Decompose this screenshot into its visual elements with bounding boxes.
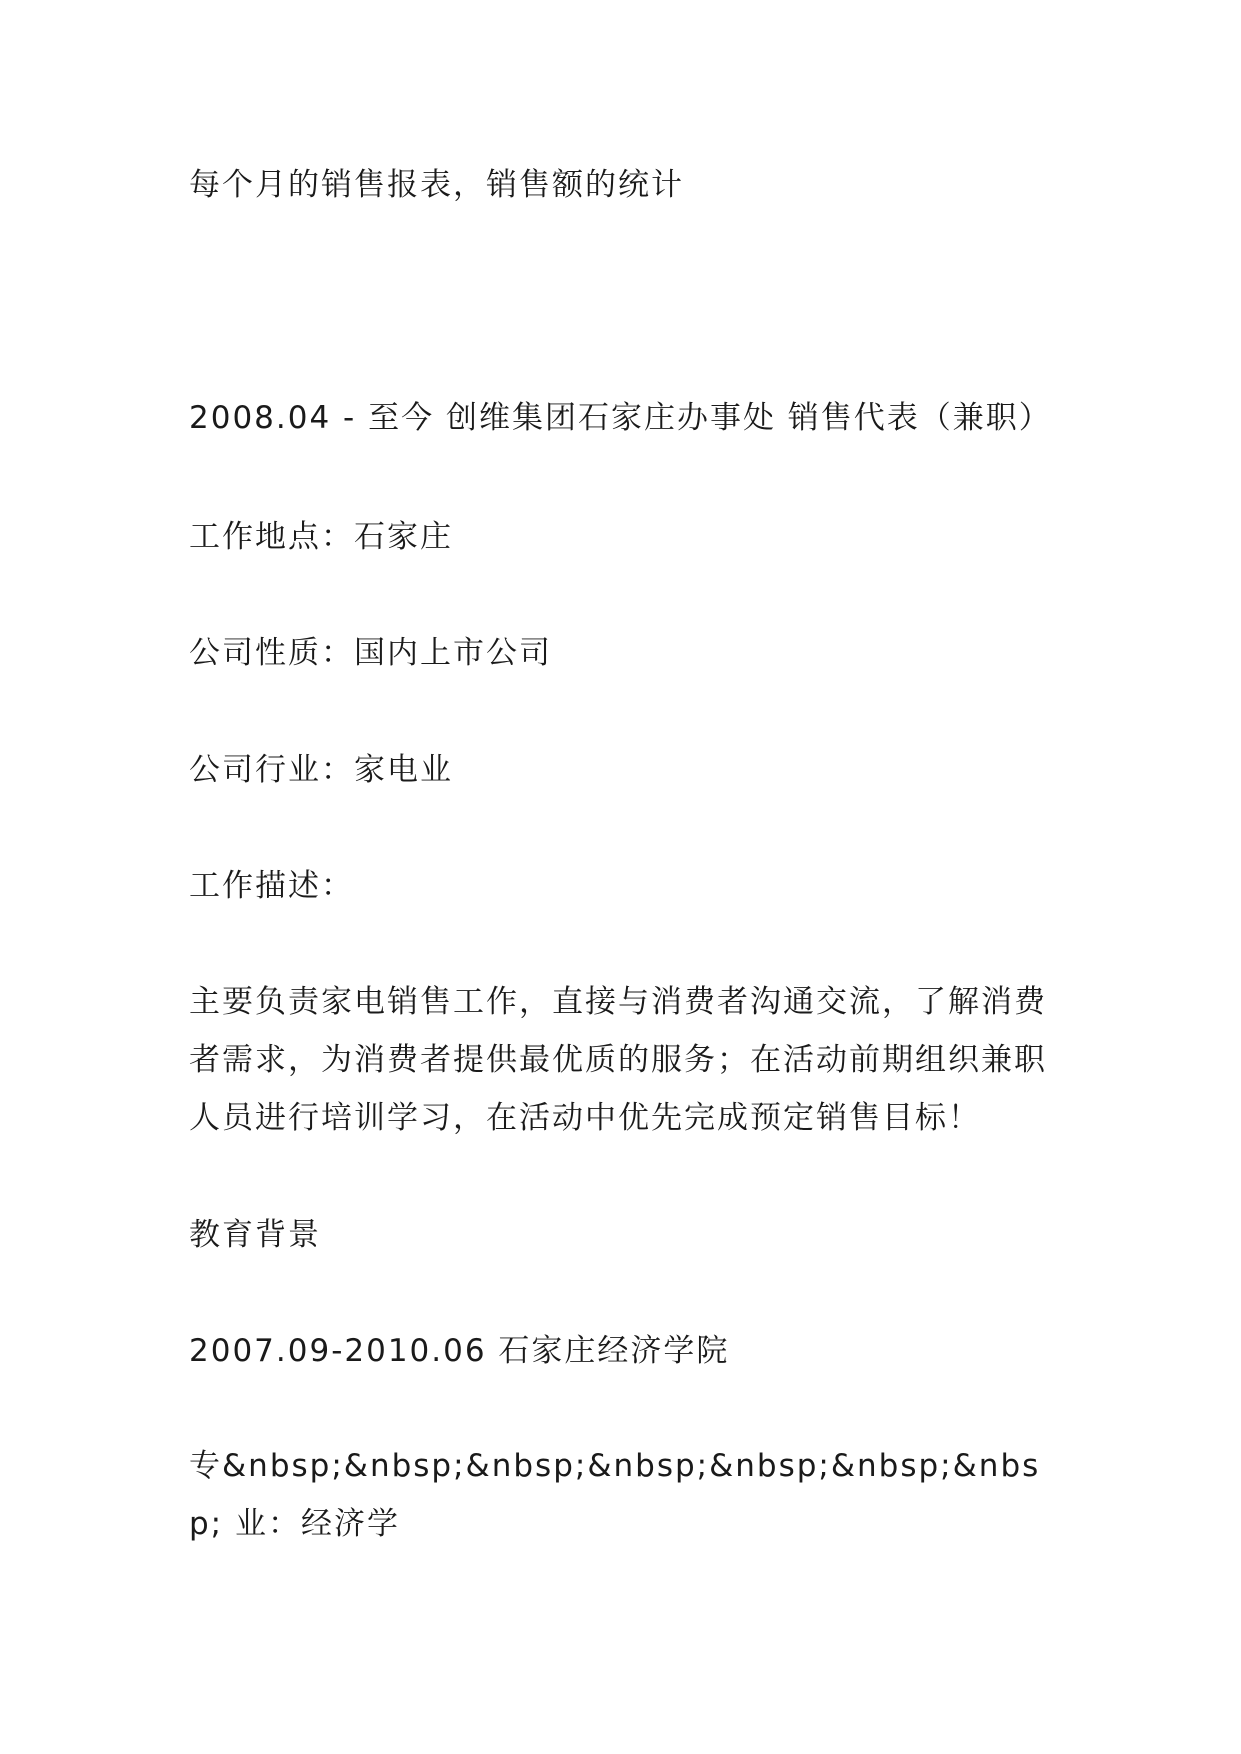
company-industry: 公司行业：家电业 [189,752,453,788]
company-type: 公司性质：国内上市公司 [189,635,552,671]
education-period: 2007.09-2010.06 石家庄经济学院 [189,1333,730,1369]
sales-report-text: 每个月的销售报表，销售额的统计 [189,167,684,203]
job-description-label: 工作描述： [189,868,354,904]
job-header: 2008.04 - 至今 创维集团石家庄办事处 销售代表（兼职） [189,400,1052,436]
education-heading: 教育背景 [189,1217,321,1253]
major-field: 专&nbsp;&nbsp;&nbsp;&nbsp;&nbsp;&nbsp;&nbsp; 业：经济学 [189,1448,1041,1542]
work-location: 工作地点：石家庄 [189,519,453,555]
job-description-text: 主要负责家电销售工作，直接与消费者沟通交流，了解消费者需求，为消费者提供最优质的服务；在活动前期组织兼职人员进行培训学习，在活动中优先完成预定销售目标！ [189,984,1047,1136]
